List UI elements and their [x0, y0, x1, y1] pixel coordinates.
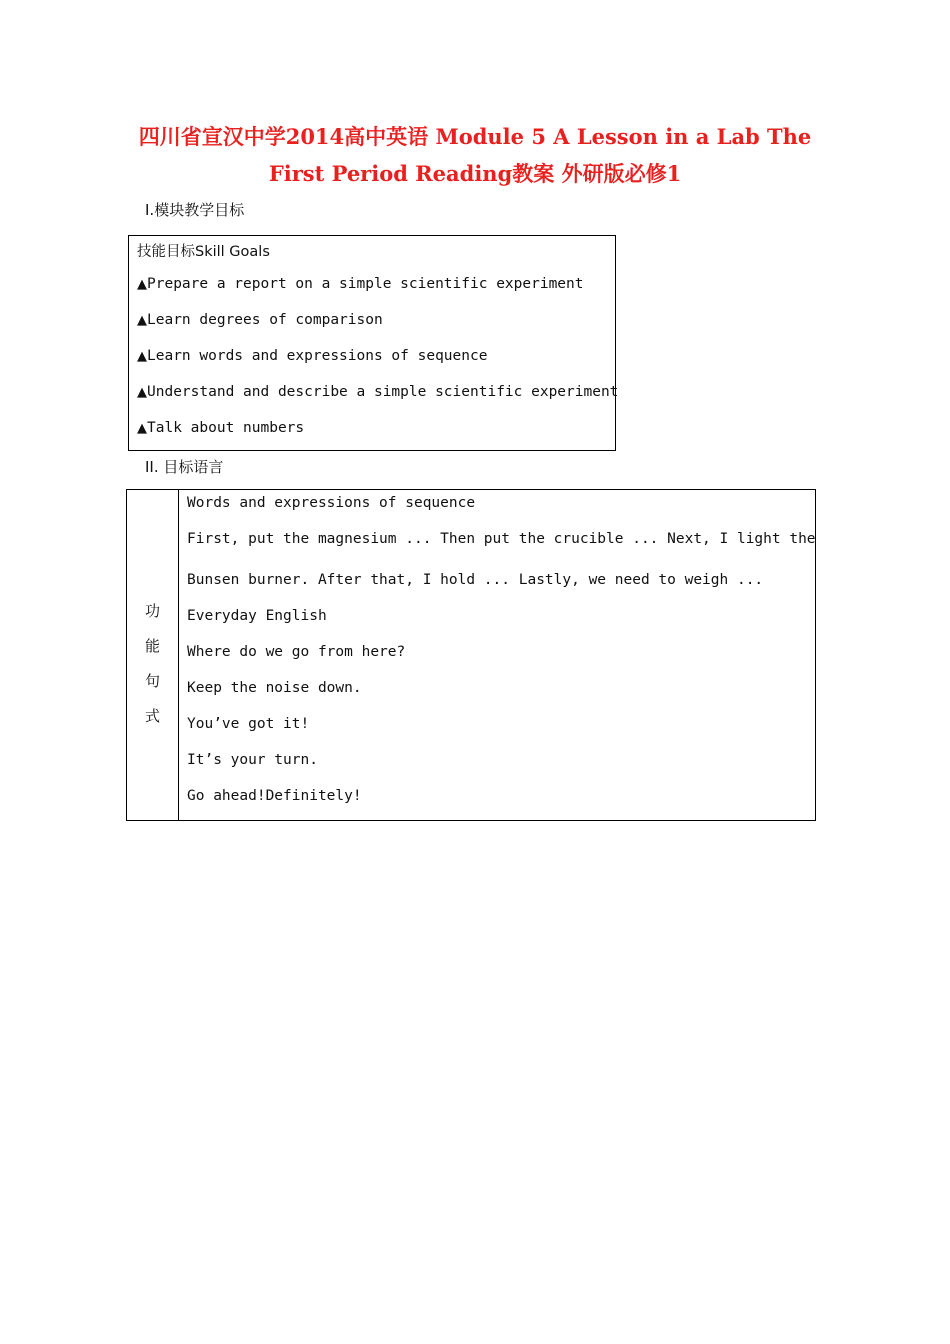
skill-goals-box [128, 235, 619, 451]
skill-goal-item: ▲Learn words and expressions of sequence [137, 348, 488, 364]
triangle-bullet-icon: ▲ [137, 385, 147, 400]
triangle-bullet-icon: ▲ [137, 349, 147, 364]
triangle-bullet-icon: ▲ [137, 277, 147, 292]
skill-goal-item: ▲Talk about numbers [137, 420, 305, 436]
section-heading-objectives: I.模块教学目标 [145, 201, 245, 219]
functional-sentences-table [126, 489, 816, 821]
skill-goal-item: ▲Learn degrees of comparison [137, 312, 383, 328]
sentence-line: Everyday English [187, 608, 327, 624]
sentence-line: Keep the noise down. [187, 680, 362, 696]
title-line-2: First Period Reading教案 外研版必修1 [268, 161, 682, 186]
skill-goal-item: ▲Understand and describe a simple scientific experiment [137, 384, 619, 400]
triangle-bullet-icon: ▲ [137, 421, 147, 436]
skill-goal-item: ▲Prepare a report on a simple scientific experiment [137, 276, 584, 292]
skill-goals-heading: 技能目标Skill Goals [137, 244, 270, 260]
sentence-line: It’s your turn. [187, 752, 318, 768]
sentence-line: You’ve got it! [187, 716, 310, 732]
triangle-bullet-icon: ▲ [137, 313, 147, 328]
functional-sentences-label: 功 能 句 式 [144, 602, 160, 725]
table-divider [178, 490, 179, 820]
sentence-line: Words and expressions of sequence [187, 495, 476, 511]
sentence-line: Bunsen burner. After that, I hold ... Lastly, we need to weigh ... [187, 572, 764, 588]
sentence-line: Where do we go from here? [187, 644, 406, 660]
title-line-1: 四川省宣汉中学2014高中英语 Module 5 A Lesson in a Lab The [138, 124, 812, 149]
section-heading-target-language: II. 目标语言 [145, 458, 224, 476]
sentence-line: Go ahead!Definitely! [187, 788, 362, 804]
sentence-line: First, put the magnesium ... Then put the crucible ... Next, I light the [187, 531, 816, 547]
document-title [130, 118, 820, 192]
